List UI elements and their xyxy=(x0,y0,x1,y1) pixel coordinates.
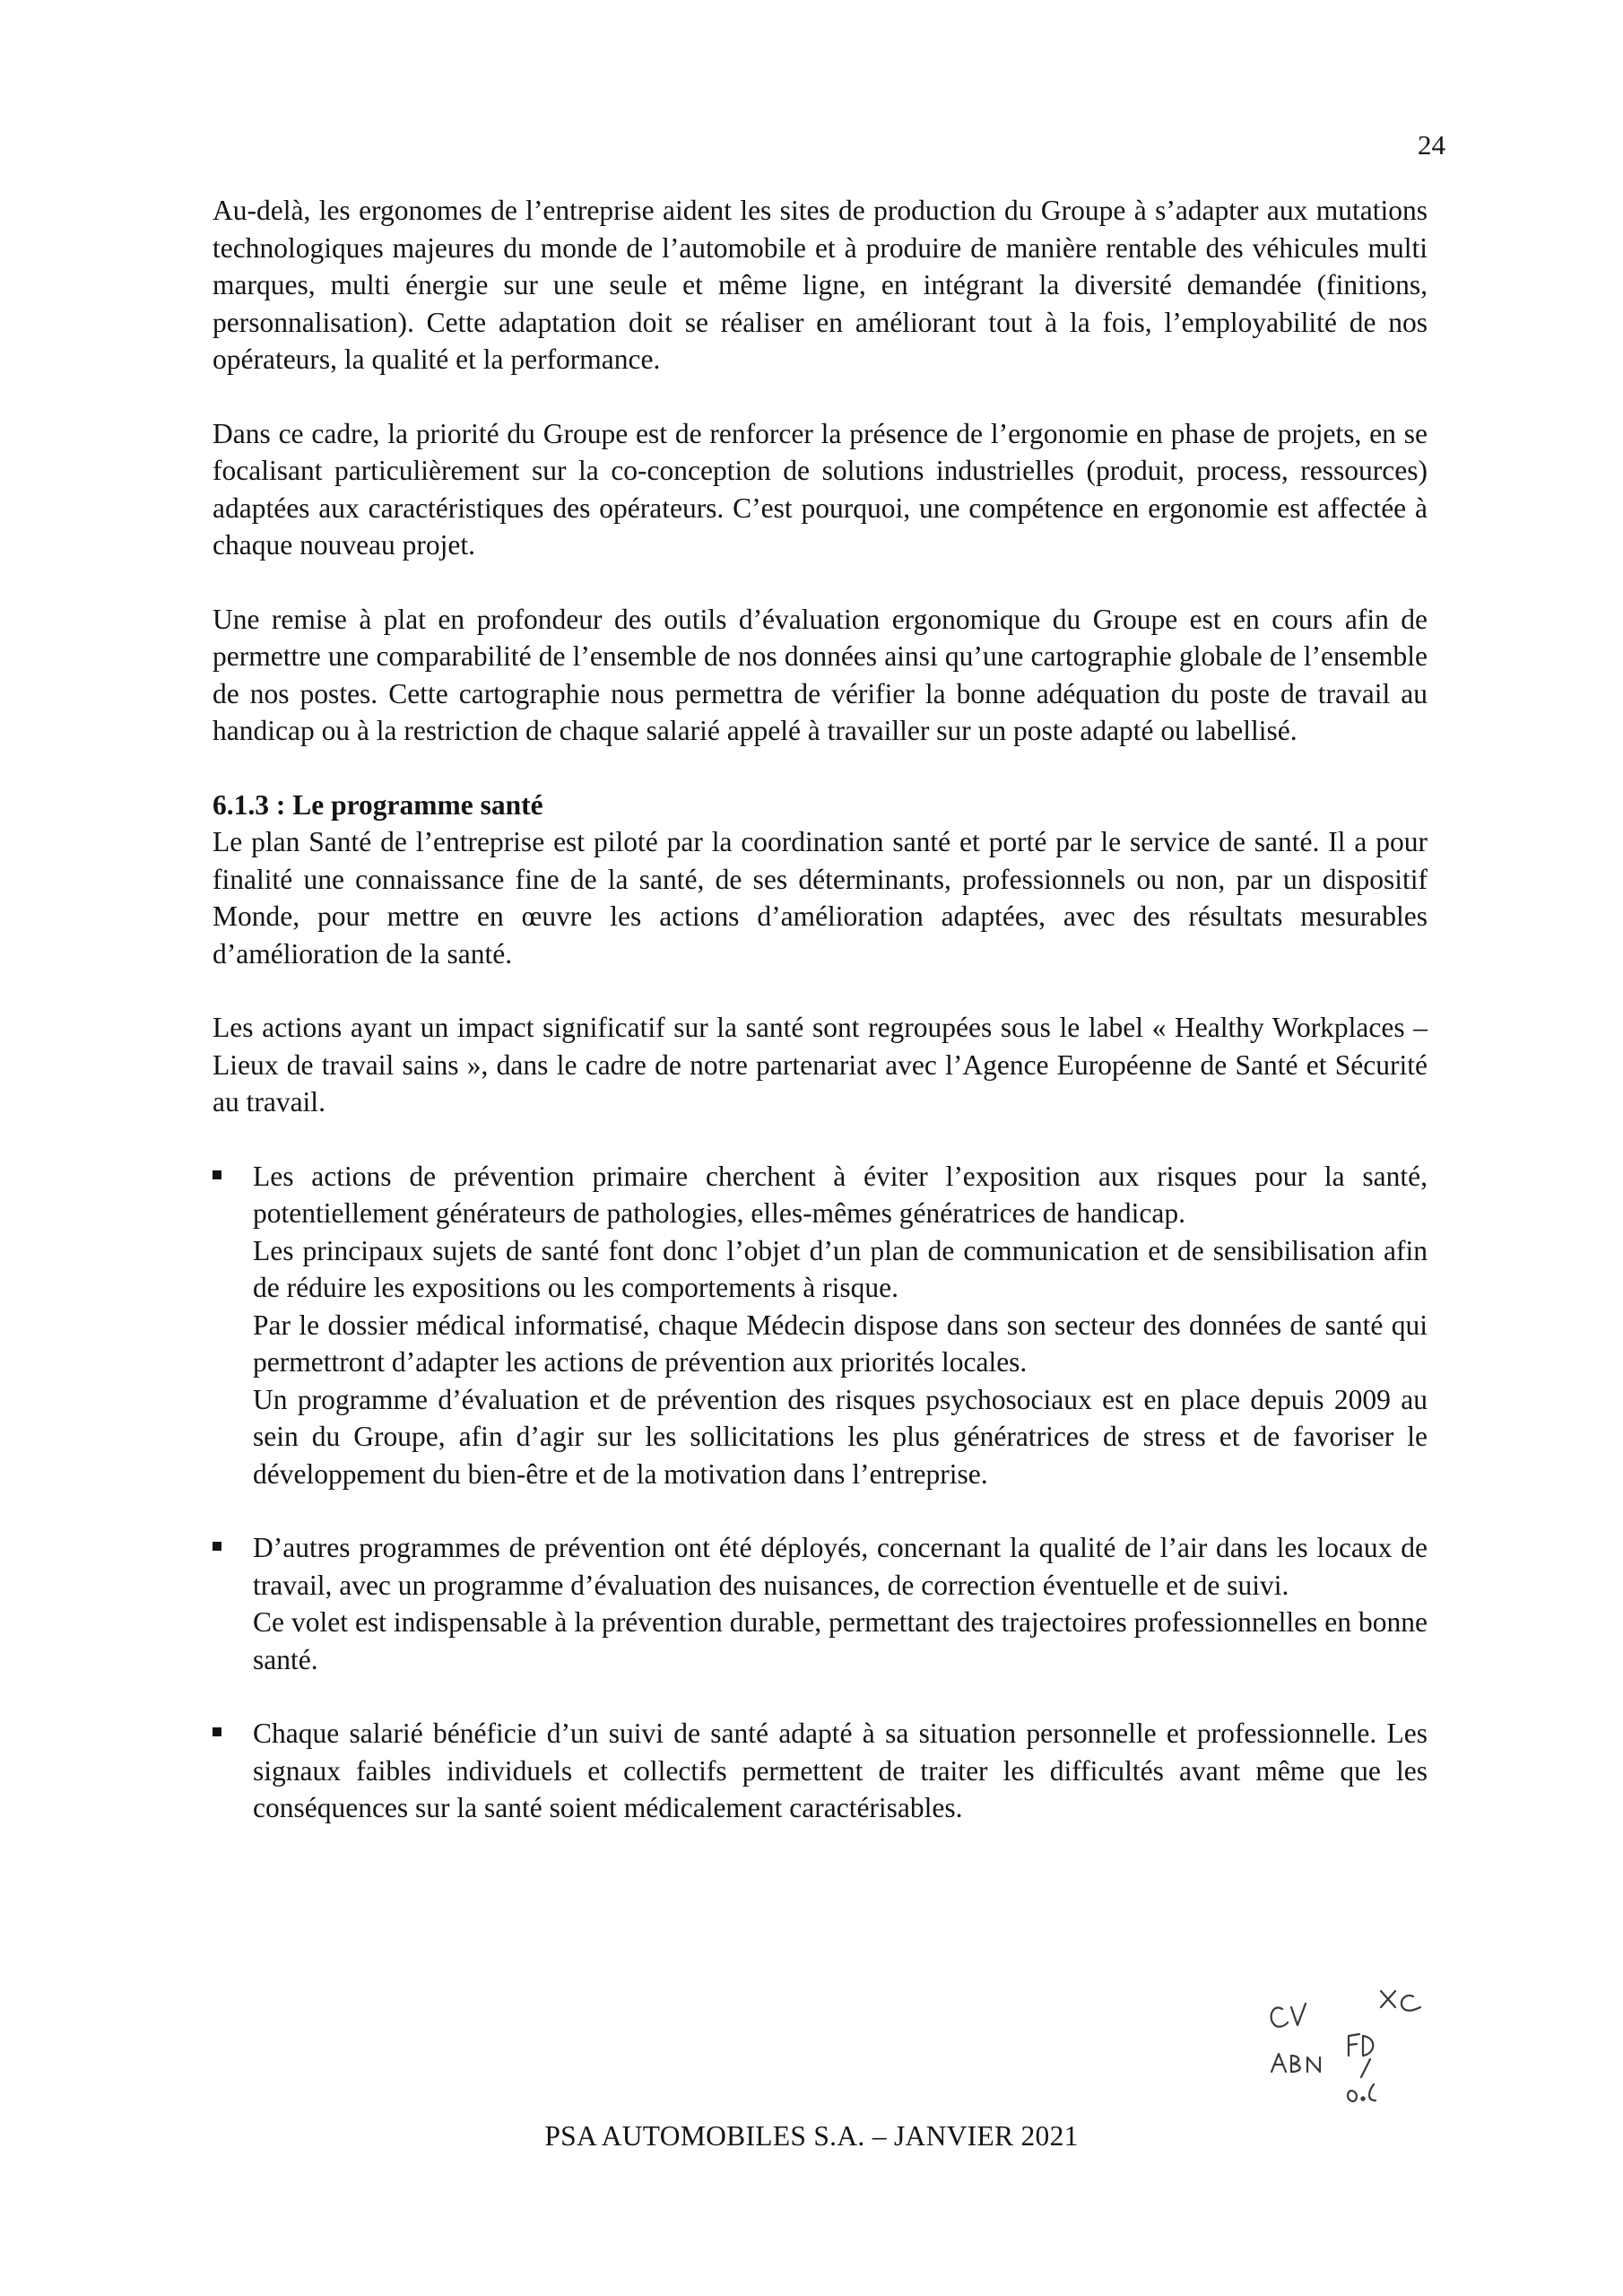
section-paragraph-2: Les actions ayant un impact significatif sur la santé sont regroupées sous le label « Healthy Workplaces – Lieux de travail sains », dans le cadre de notre partenariat avec l’Agence Européenne de Santé et Sécurité au travail. xyxy=(213,1012,1428,1118)
bullet-3-line-1: Chaque salarié bénéficie d’un suivi de santé adapté à sa situation personnelle et professionnelle. Les signaux faibles individuels et collectifs permettent de traiter les difficultés avant même que les conséquences sur la santé soient médicalement caractérisables. xyxy=(253,1718,1428,1823)
bullet-1-line-1: Les actions de prévention primaire cherchent à éviter l’exposition aux risques pour la santé, potentiellement générateurs de pathologies, elles-mêmes génératrices de handicap. xyxy=(253,1160,1428,1229)
document-body xyxy=(213,192,1428,1864)
square-bullet-icon xyxy=(213,1542,221,1551)
document-footer: PSA AUTOMOBILES S.A. – JANVIER 2021 xyxy=(544,2120,1079,2152)
bullet-2-line-2: Ce volet est indispensable à la prévention durable, permettant des trajectoires professionnelles en bonne santé. xyxy=(253,1606,1428,1675)
handwritten-initials xyxy=(1255,1973,1471,2108)
bullet-item-3 xyxy=(213,1715,1428,1827)
intro-paragraph-2: Dans ce cadre, la priorité du Groupe est de renforcer la présence de l’ergonomie en phase de projets, en se focalisant particulièrement sur la co-conception de solutions industrielles (produit, process, ressources) adaptées aux caractéristiques des opérateurs. C’est pourquoi, une compétence en ergonomie est affectée à chaque nouveau projet. xyxy=(213,417,1428,561)
square-bullet-icon xyxy=(213,1170,221,1179)
bullet-item-1 xyxy=(213,1158,1428,1493)
page-number: 24 xyxy=(1418,129,1445,161)
square-bullet-icon xyxy=(213,1727,221,1736)
intro-paragraph-1: Au-delà, les ergonomes de l’entreprise aident les sites de production du Groupe à s’adapter aux mutations technologiques majeures du monde de l’automobile et à produire de manière rentable des véhicules multi marques, multi énergie sur une seule et même ligne, en intégrant la diversité demandée (finitions, personnalisation). Cette adaptation doit se réaliser en améliorant tout à la fois, l’employabilité de nos opérateurs, la qualité et la performance. xyxy=(213,195,1428,375)
bullet-1-line-4: Un programme d’évaluation et de prévention des risques psychosociaux est en place depuis 2009 au sein du Groupe, afin d’agir sur les sollicitations les plus génératrices de stress et de favoriser le développement du bien-être et de la motivation dans l’entreprise. xyxy=(253,1383,1428,1490)
bullet-item-2 xyxy=(213,1529,1428,1678)
bullet-1-line-3: Par le dossier médical informatisé, chaque Médecin dispose dans son secteur des données de santé qui permettront d’adapter les actions de prévention aux priorités locales. xyxy=(253,1309,1428,1378)
bullet-1-line-2: Les principaux sujets de santé font donc l’objet d’un plan de communication et de sensibilisation afin de réduire les expositions ou les comportements à risque. xyxy=(253,1234,1428,1303)
section-paragraph-1: Le plan Santé de l’entreprise est piloté par la coordination santé et porté par le service de santé. Il a pour finalité une connaissance fine de la santé, de ses déterminants, professionnels ou non, par un dispositif Monde, pour mettre en œuvre les actions d’amélioration adaptées, avec des résultats mesurables d’amélioration de la santé. xyxy=(213,826,1428,970)
intro-paragraph-3: Une remise à plat en profondeur des outils d’évaluation ergonomique du Groupe est en cours afin de permettre une comparabilité de l’ensemble de nos données ainsi qu’une cartographie globale de l’ensemble de nos postes. Cette cartographie nous permettra de vérifier la bonne adéquation du poste de travail au handicap ou à la restriction de chaque salarié appelé à travailler sur un poste adapté ou labellisé. xyxy=(213,603,1428,746)
bullet-list xyxy=(213,1158,1428,1827)
section-heading: 6.1.3 : Le programme santé xyxy=(213,788,543,821)
bullet-2-line-1: D’autres programmes de prévention ont été déployés, concernant la qualité de l’air dans les locaux de travail, avec un programme d’évaluation des nuisances, de correction éventuelle et de suivi. xyxy=(253,1532,1428,1601)
